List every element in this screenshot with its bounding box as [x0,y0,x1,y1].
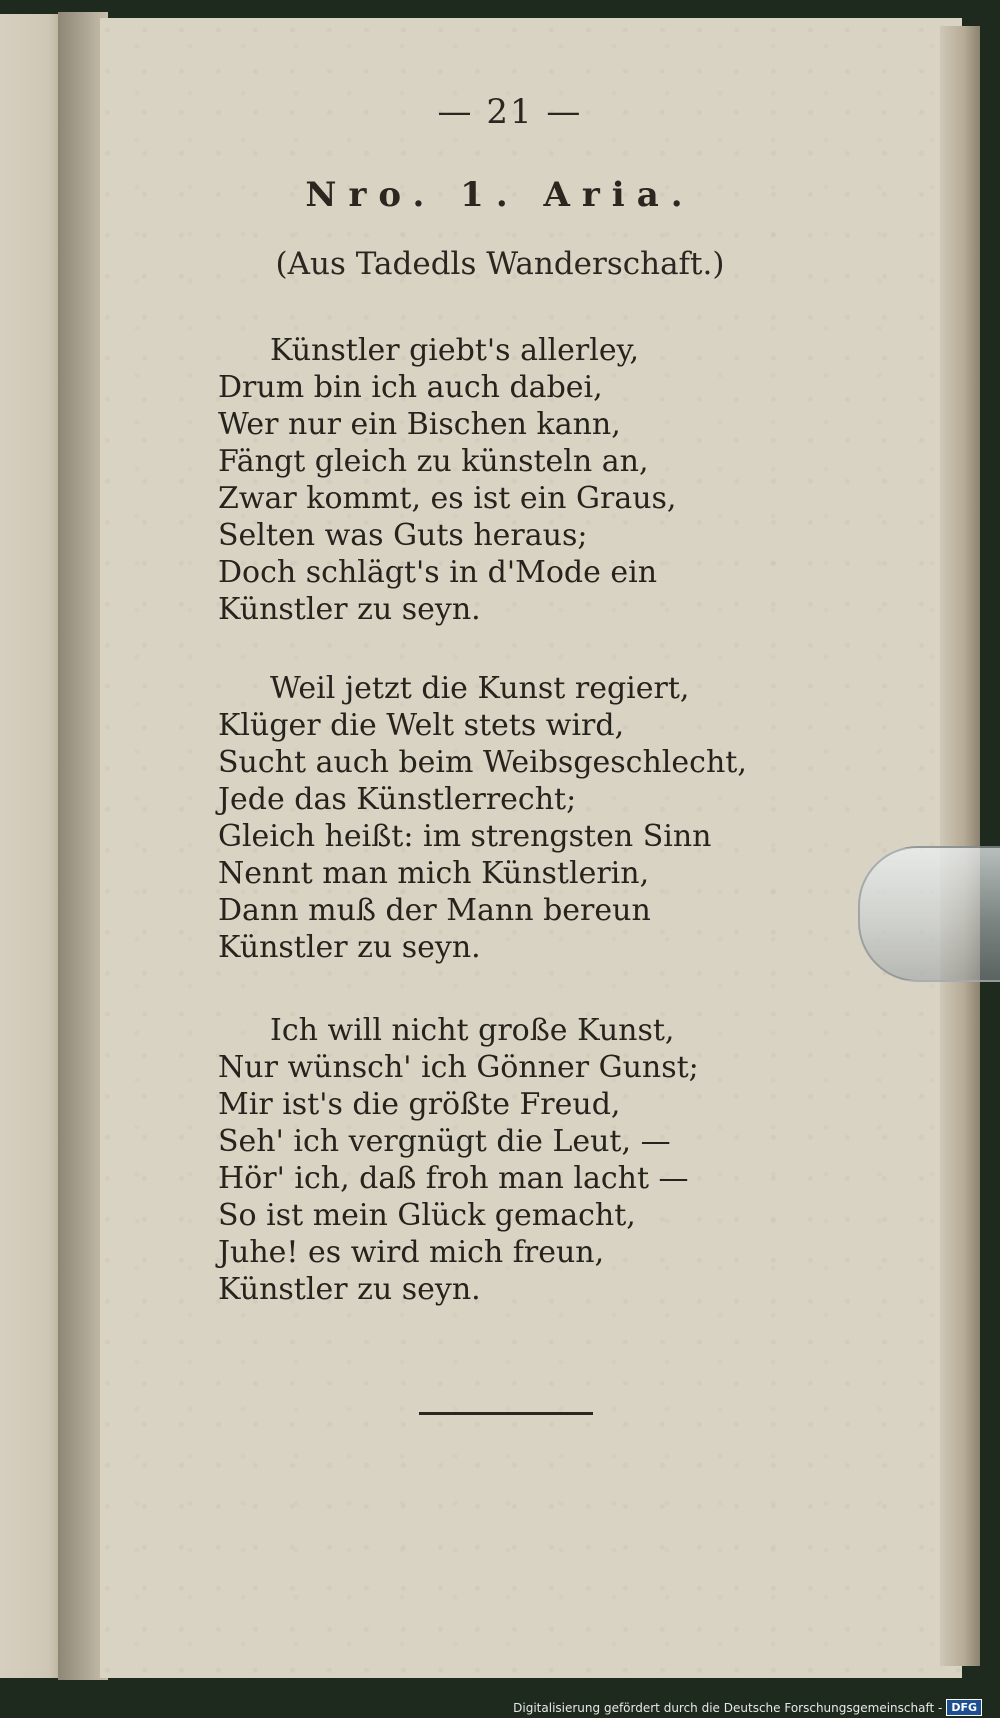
verse-line: Künstler zu seyn. [218,1272,481,1307]
closing-rule [419,1412,593,1415]
verse-line: Ich will nicht große Kunst, [270,1013,675,1048]
verse-line: Doch schlägt's in d'Mode ein [218,555,658,590]
page-clip-holder [858,846,1000,982]
verse-line: Künstler zu seyn. [218,930,481,965]
verse-line: Wer nur ein Bischen kann, [218,407,621,442]
verse-line: Dann muß der Mann bereun [218,893,651,928]
verse-line: Seh' ich vergnügt die Leut, — [218,1124,671,1159]
stanza-3 [218,1012,758,1308]
stanza-2 [218,670,758,966]
verse-line: Hör' ich, daß froh man lacht — [218,1161,689,1196]
page-number: — 21 — [437,92,583,132]
verse-line: Gleich heißt: im strengsten Sinn [218,819,712,854]
verse-line: Jede das Künstlerrecht; [218,782,577,817]
verse-line: Zwar kommt, es ist ein Graus, [218,481,677,516]
dfg-logo-icon: DFG [946,1699,982,1716]
verse-line: So ist mein Glück gemacht, [218,1198,636,1233]
verse-line: Nennt man mich Künstlerin, [218,856,650,891]
verse-line: Drum bin ich auch dabei, [218,370,603,405]
verse-line: Künstler zu seyn. [218,592,481,627]
verse-line: Künstler giebt's allerley, [270,333,640,368]
aria-title: Nro. 1. Aria. [305,175,695,215]
verse-line: Fängt gleich zu künsteln an, [218,444,649,479]
stanza-1 [218,332,758,628]
verse-line: Mir ist's die größte Freud, [218,1087,621,1122]
verse-line: Klüger die Welt stets wird, [218,708,625,743]
verse-line: Selten was Guts heraus; [218,518,588,553]
verse-line: Weil jetzt die Kunst regiert, [270,671,690,706]
aria-subtitle: (Aus Tadedls Wanderschaft.) [275,246,725,282]
verse-line: Juhe! es wird mich freun, [218,1235,605,1270]
verse-line: Sucht auch beim Weibsgeschlecht, [218,745,747,780]
digitization-credit [513,1699,982,1716]
verse-line: Nur wünsch' ich Gönner Gunst; [218,1050,699,1085]
credit-text: Digitalisierung gefördert durch die Deutsche Forschungsgemeinschaft - [513,1700,943,1715]
left-page-edge [0,14,60,1678]
